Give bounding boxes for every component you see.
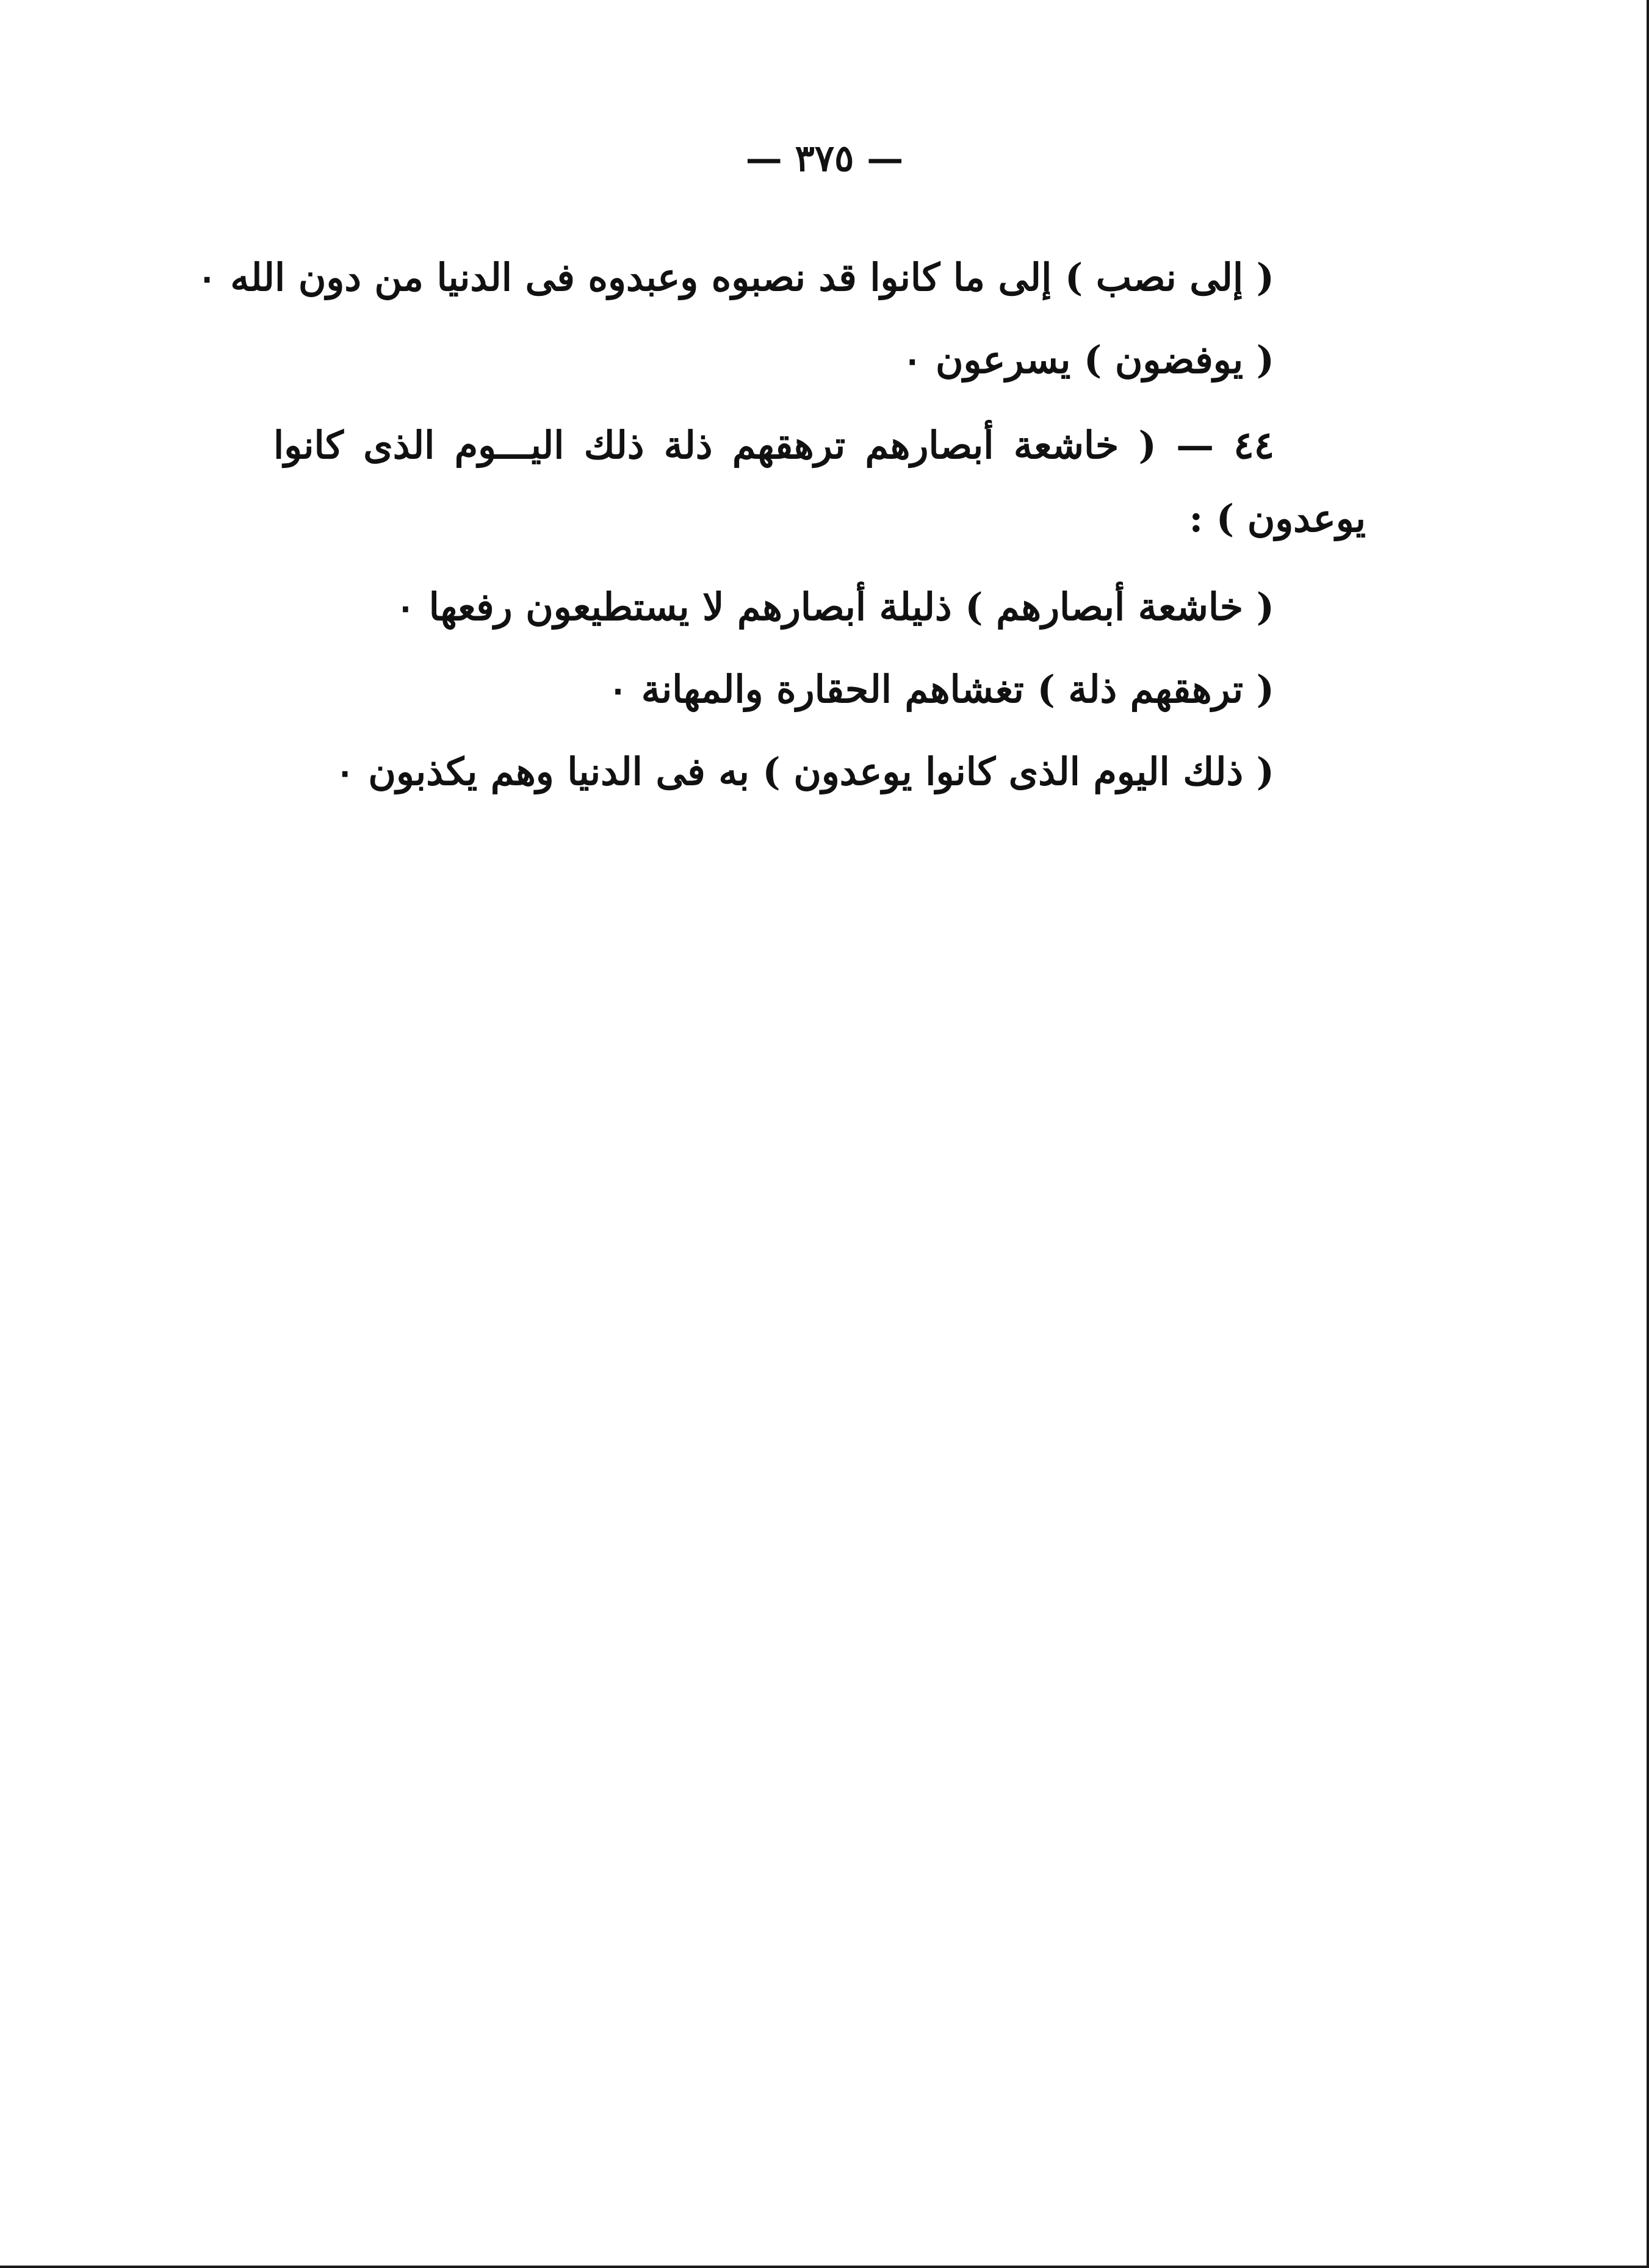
page-number: — ٣٧٥ — bbox=[745, 137, 904, 180]
text-line-3: ٤٤ — ( خاشعة أبصارهم ترهقهم ذلة ذلك اليـــوم الذى كانوا bbox=[273, 423, 1274, 467]
text-line-1: ( إلى نصب ) إلى ما كانوا قد نصبوه وعبدوه فى الدنيا من دون الله ٠ bbox=[197, 255, 1274, 300]
text-line-4: ( خاشعة أبصارهم ) ذليلة أبصارهم لا يستطيعون رفعها ٠ bbox=[395, 585, 1274, 629]
text-line-5: ( ترهقهم ذلة ) تغشاهم الحقارة والمهانة ٠ bbox=[607, 667, 1274, 711]
text-line-6: ( ذلك اليوم الذى كانوا يوعدون ) به فى الدنيا وهم يكذبون ٠ bbox=[334, 749, 1274, 794]
text-line-2: ( يوفضون ) يسرعون ٠ bbox=[902, 337, 1274, 382]
text-line-3-continuation: يوعدون ) : bbox=[1189, 496, 1366, 541]
